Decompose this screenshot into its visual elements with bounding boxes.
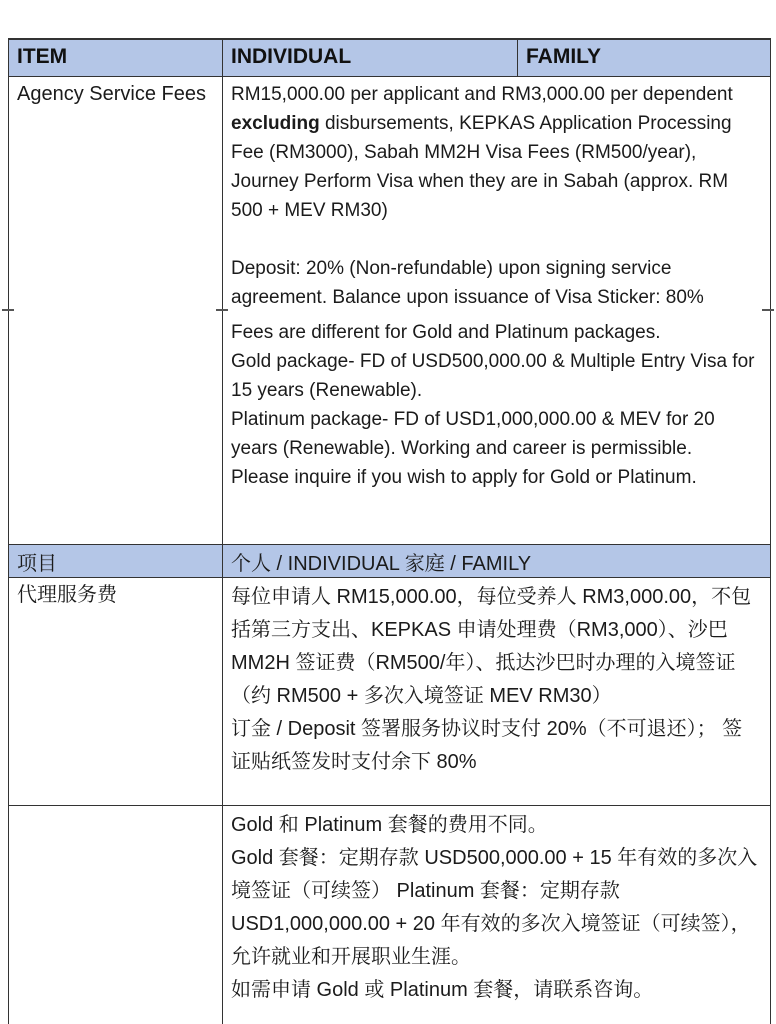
fees-text-after-bold: disbursements, KEPKAS Application Processing Fee (RM3000), Sabah MM2H Visa Fees (RM500/year), Journey Perform Visa when they are in Sabah (approx. RM 500 + MEV RM30) (231, 112, 732, 221)
fees-text-before-bold: RM15,000.00 per applicant and RM3,000.00 per dependent (231, 83, 733, 105)
column-header-item: ITEM (9, 39, 223, 76)
inquire-note-en: Please inquire if you wish to apply for Gold or Platinum. (231, 466, 697, 488)
column-header-columns-zh: 个人 / INDIVIDUAL 家庭 / FAMILY (223, 545, 771, 578)
row-label-agency-service-fees-zh: 代理服务费 (9, 578, 223, 806)
fees-paragraph-en (231, 80, 762, 225)
deposit-paragraph-en: Deposit: 20% (Non-refundable) upon signing service agreement. Balance upon issuance of Visa Sticker: 80% (231, 257, 704, 308)
column-header-family: FAMILY (518, 39, 771, 76)
fees-text-bold-excluding: excluding (231, 112, 320, 134)
table-header-row (9, 39, 771, 76)
empty-label-cell-en (9, 315, 223, 545)
empty-label-cell-zh (9, 806, 223, 1024)
row-boundary-tick-left (2, 309, 14, 311)
packages-intro-zh: Gold 和 Platinum 套餐的费用不同。 (231, 814, 548, 836)
inquire-note-zh: 如需申请 Gold 或 Platinum 套餐，请联系咨询。 (231, 979, 654, 1001)
packages-row-en (9, 315, 771, 545)
packages-intro-en: Fees are different for Gold and Platinum packages. (231, 321, 661, 343)
fees-paragraph-zh: 每位申请人 RM15,000.00，每位受养人 RM3,000.00，不包括第三方支出、KEPKAS 申请处理费（RM3,000）、沙巴 MM2H 签证费（RM500/年）、抵达沙巴时办理的入境签证（约 RM500 + 多次入境签证 MEV RM30） (231, 586, 752, 707)
row-boundary-tick-right (762, 309, 774, 311)
row-label-agency-service-fees: Agency Service Fees (9, 76, 223, 315)
agency-fees-row-en (9, 76, 771, 315)
row-boundary-tick-middle (216, 309, 228, 311)
gold-package-en: Gold package- FD of USD500,000.00 & Multiple Entry Visa for 15 years (Renewable). (231, 350, 755, 401)
packages-row-zh (9, 806, 771, 1024)
column-header-individual: INDIVIDUAL (223, 39, 518, 76)
agency-fees-cell-en (223, 76, 771, 315)
table-header-row-zh (9, 545, 771, 578)
packages-detail-zh: Gold 套餐：定期存款 USD500,000.00 + 15 年有效的多次入境签证（可续签） Platinum 套餐：定期存款 USD1,000,000.00 + 20 年有效的多次入境签证（可续签），允许就业和开展职业生涯。 (231, 847, 758, 968)
agency-fees-row-zh (9, 578, 771, 806)
platinum-package-en: Platinum package- FD of USD1,000,000.00 & MEV for 20 years (Renewable). Working and career is permissible. (231, 408, 715, 459)
packages-cell-zh (223, 806, 771, 1024)
agency-fees-cell-zh (223, 578, 771, 806)
fee-table (8, 38, 771, 1024)
packages-cell-en (223, 315, 771, 545)
column-header-item-zh: 项目 (9, 545, 223, 578)
deposit-paragraph-zh: 订金 / Deposit 签署服务协议时支付 20%（不可退还）； 签证贴纸签发时支付余下 80% (231, 718, 743, 773)
